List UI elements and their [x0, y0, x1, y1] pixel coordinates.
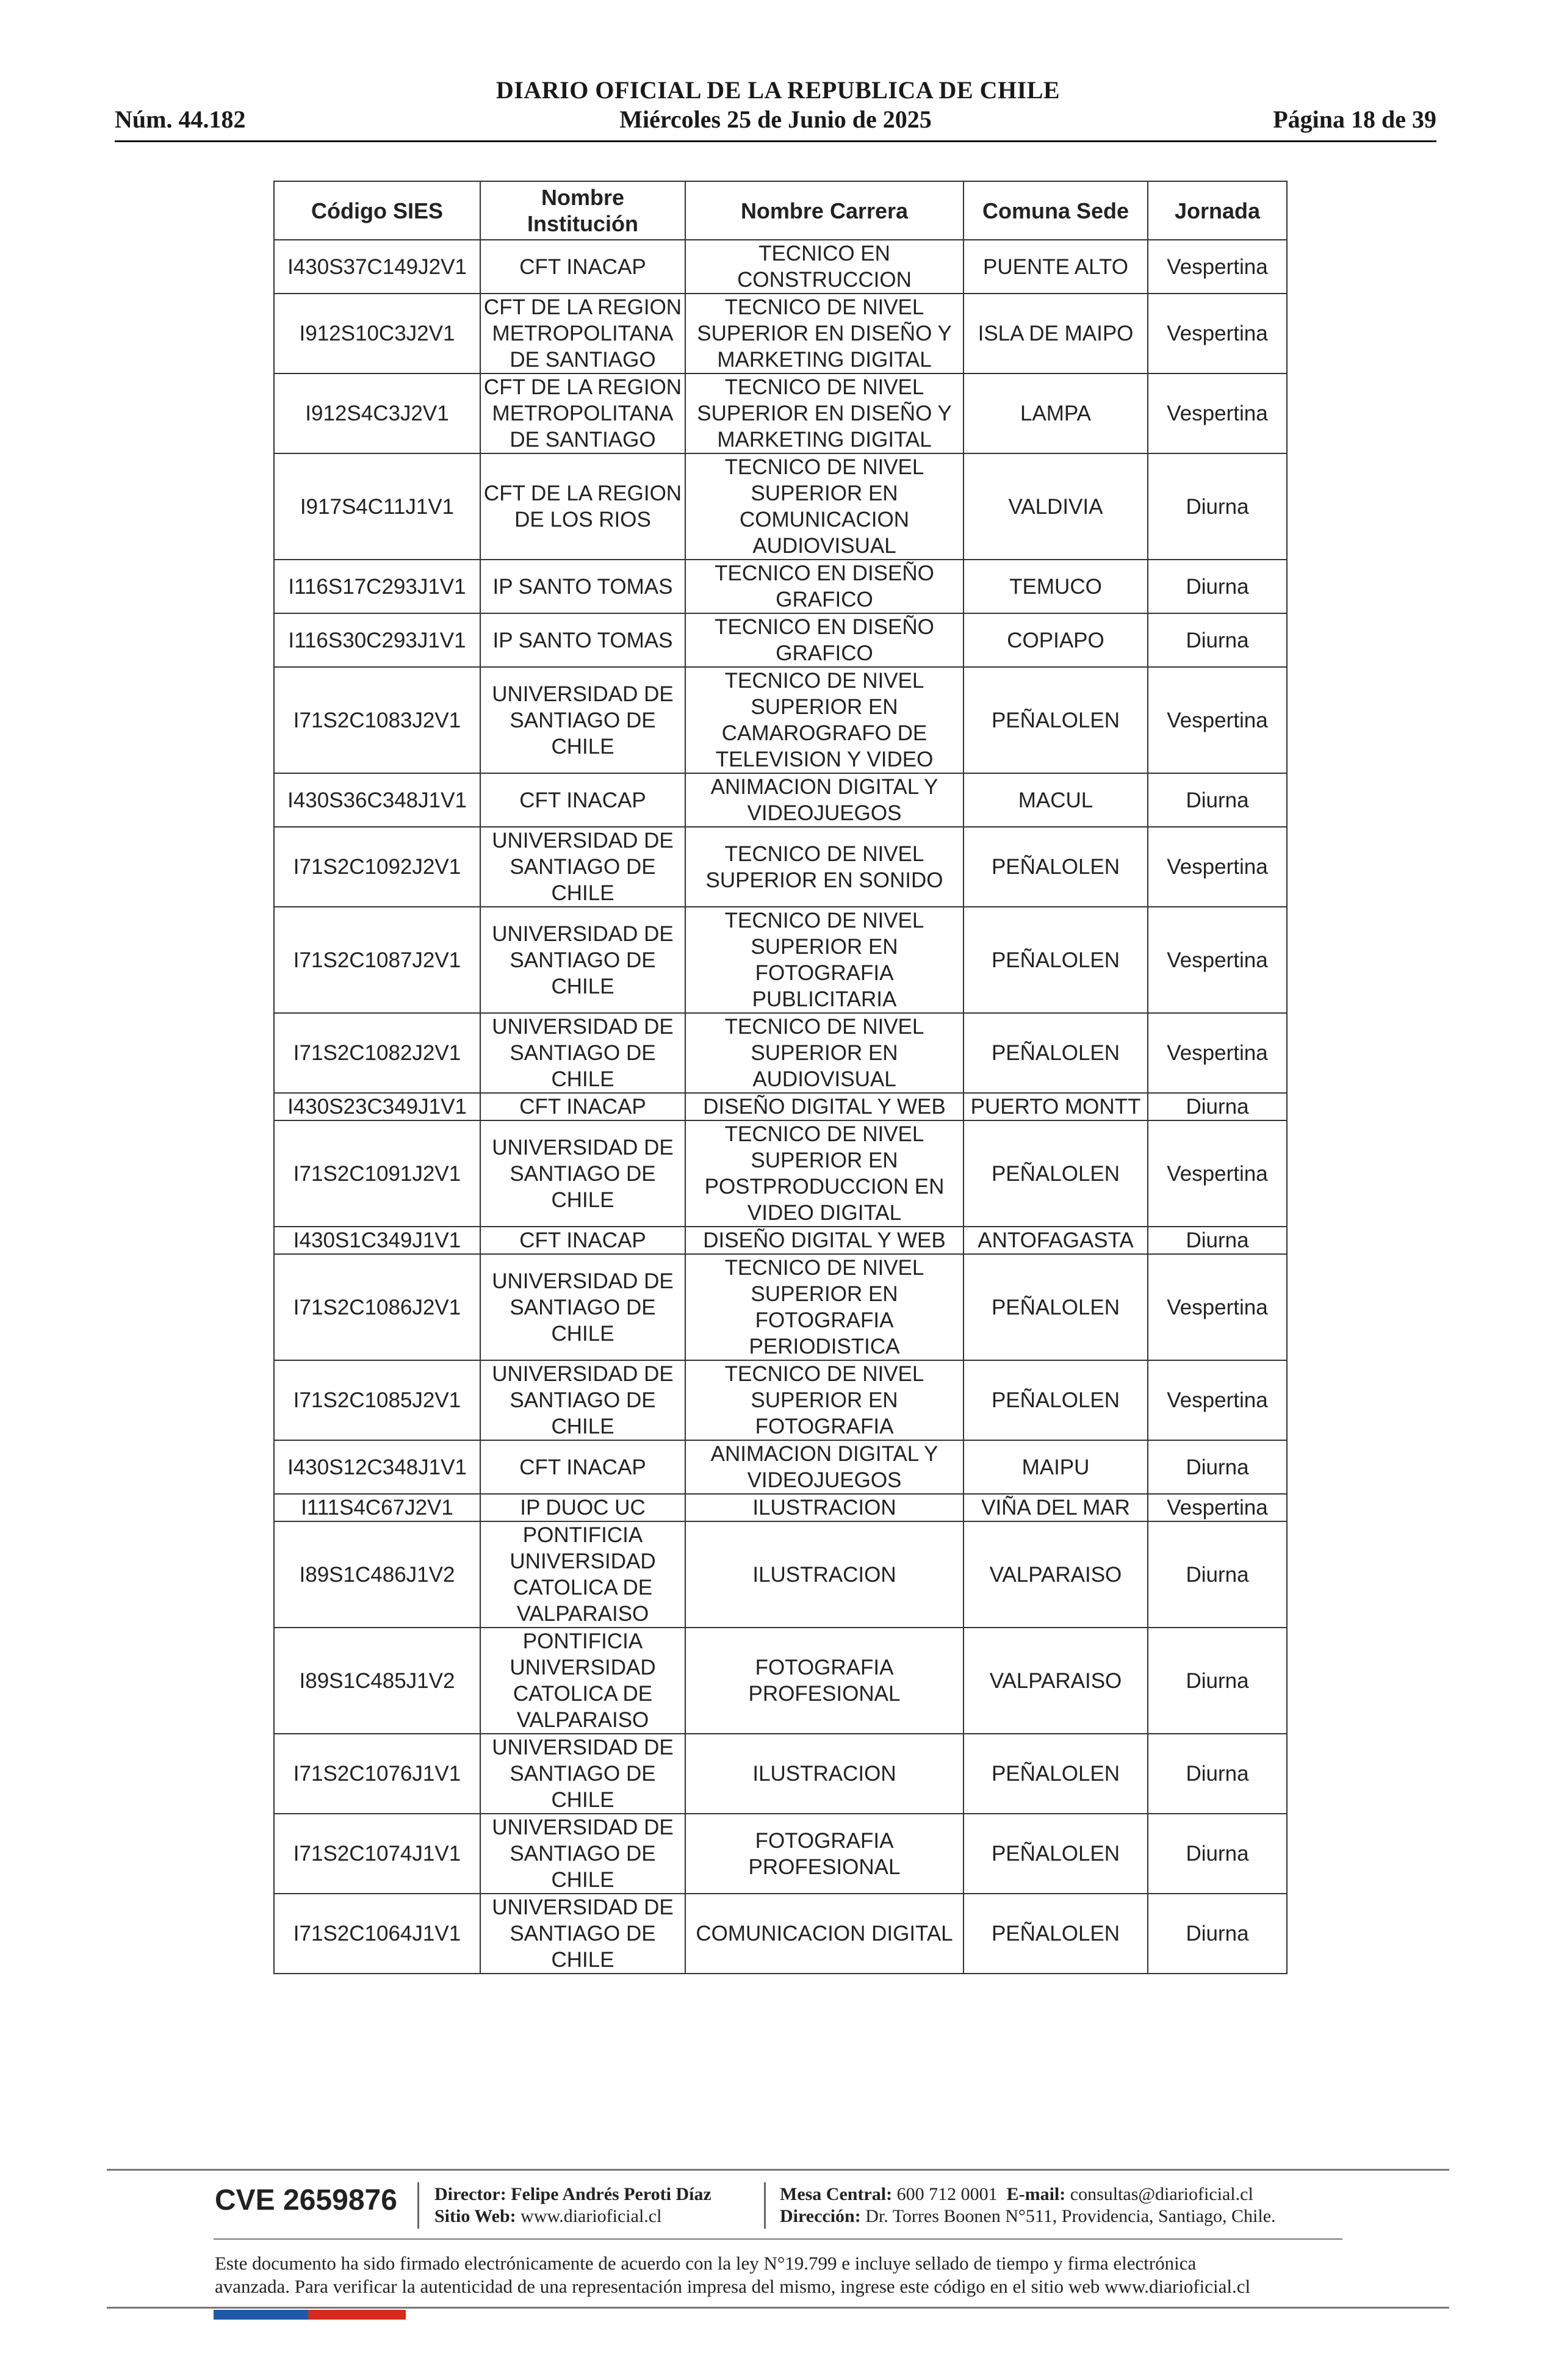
cell-institucion: UNIVERSIDAD DE SANTIAGO DE CHILE — [480, 1814, 685, 1894]
cell-institucion: UNIVERSIDAD DE SANTIAGO DE CHILE — [480, 667, 685, 773]
cell-institucion: IP SANTO TOMAS — [480, 613, 685, 667]
cell-codigo: I89S1C485J1V2 — [274, 1628, 480, 1734]
table-row — [274, 667, 1287, 773]
cell-comuna: ANTOFAGASTA — [963, 1227, 1148, 1254]
table-row — [274, 1628, 1287, 1734]
cell-institucion: CFT INACAP — [480, 240, 685, 294]
cell-comuna: VALPARAISO — [963, 1521, 1148, 1628]
cell-carrera: TECNICO DE NIVEL SUPERIOR EN FOTOGRAFIA PUBLICITARIA — [685, 907, 963, 1013]
cell-jornada: Diurna — [1148, 1814, 1287, 1894]
legal-line: avanzada. Para verificar la autenticidad de una representación impresa del mismo, ingrese este código en el sitio web www.diarioficial.cl — [215, 2276, 1251, 2297]
cell-institucion: CFT INACAP — [480, 1227, 685, 1254]
cell-codigo: I116S30C293J1V1 — [274, 613, 480, 667]
cell-institucion: CFT DE LA REGION METROPOLITANA DE SANTIAGO — [480, 373, 685, 453]
header-row — [115, 103, 1436, 137]
cell-jornada: Diurna — [1148, 1521, 1287, 1628]
cell-comuna: MACUL — [963, 773, 1148, 827]
cell-comuna: PEÑALOLEN — [963, 1120, 1148, 1227]
contact-block — [780, 2183, 1276, 2227]
cell-codigo: I912S4C3J2V1 — [274, 373, 480, 453]
cell-institucion: UNIVERSIDAD DE SANTIAGO DE CHILE — [480, 907, 685, 1013]
cell-carrera: TECNICO EN DISEÑO GRAFICO — [685, 560, 963, 613]
web-link[interactable]: www.diarioficial.cl — [520, 2206, 662, 2226]
cell-codigo: I71S2C1064J1V1 — [274, 1894, 480, 1974]
table-row — [274, 1360, 1287, 1440]
careers-table — [273, 181, 1288, 1974]
director-name: Felipe Andrés Peroti Díaz — [511, 2184, 711, 2204]
cell-codigo: I89S1C486J1V2 — [274, 1521, 480, 1628]
col-header-jornada: Jornada — [1148, 181, 1287, 240]
cell-codigo: I430S1C349J1V1 — [274, 1227, 480, 1254]
table-row — [274, 1254, 1287, 1360]
cell-jornada: Vespertina — [1148, 373, 1287, 453]
cell-carrera: TECNICO DE NIVEL SUPERIOR EN FOTOGRAFIA — [685, 1360, 963, 1440]
cell-comuna: PEÑALOLEN — [963, 1734, 1148, 1814]
cell-jornada: Vespertina — [1148, 667, 1287, 773]
cell-jornada: Diurna — [1148, 1894, 1287, 1974]
footer-divider-top — [107, 2169, 1449, 2171]
cell-carrera: TECNICO DE NIVEL SUPERIOR EN CAMAROGRAFO DE TELEVISION Y VIDEO — [685, 667, 963, 773]
cell-codigo: I111S4C67J2V1 — [274, 1494, 480, 1521]
table-row — [274, 240, 1287, 294]
header-divider — [115, 140, 1436, 142]
col-header-codigo: Código SIES — [274, 181, 480, 240]
cell-carrera: ANIMACION DIGITAL Y VIDEOJUEGOS — [685, 773, 963, 827]
cell-codigo: I71S2C1085J2V1 — [274, 1360, 480, 1440]
table-row — [274, 453, 1287, 560]
cell-institucion: UNIVERSIDAD DE SANTIAGO DE CHILE — [480, 1120, 685, 1227]
cell-carrera: TECNICO DE NIVEL SUPERIOR EN AUDIOVISUAL — [685, 1013, 963, 1093]
table-row — [274, 1120, 1287, 1227]
flag-stripe-blue — [214, 2310, 308, 2320]
cell-comuna: ISLA DE MAIPO — [963, 294, 1148, 373]
legal-line: Este documento ha sido firmado electrónicamente de acuerdo con la ley N°19.799 e incluye sellado de tiempo y firma electrónica — [215, 2252, 1197, 2274]
cell-codigo: I430S12C348J1V1 — [274, 1440, 480, 1494]
cell-jornada: Vespertina — [1148, 240, 1287, 294]
table-row — [274, 1440, 1287, 1494]
legal-notice — [215, 2252, 1374, 2298]
cell-jornada: Vespertina — [1148, 1360, 1287, 1440]
cell-codigo: I430S37C149J2V1 — [274, 240, 480, 294]
cell-jornada: Vespertina — [1148, 294, 1287, 373]
cell-carrera: TECNICO DE NIVEL SUPERIOR EN DISEÑO Y MARKETING DIGITAL — [685, 373, 963, 453]
web-label: Sitio Web: — [434, 2206, 516, 2226]
footer-divider-mid — [214, 2238, 1342, 2240]
cell-jornada: Diurna — [1148, 1093, 1287, 1120]
publication-date: Miércoles 25 de Junio de 2025 — [619, 106, 932, 133]
cell-comuna: MAIPU — [963, 1440, 1148, 1494]
table-row — [274, 560, 1287, 613]
cell-carrera: ILUSTRACION — [685, 1734, 963, 1814]
cell-jornada: Diurna — [1148, 1628, 1287, 1734]
table-row — [274, 1894, 1287, 1974]
cell-jornada: Diurna — [1148, 1227, 1287, 1254]
cell-comuna: PEÑALOLEN — [963, 827, 1148, 907]
cell-carrera: TECNICO DE NIVEL SUPERIOR EN POSTPRODUCCION EN VIDEO DIGITAL — [685, 1120, 963, 1227]
table-row — [274, 1227, 1287, 1254]
phone-value: 600 712 0001 — [896, 2184, 998, 2204]
email-label: E-mail: — [1006, 2184, 1066, 2204]
cell-carrera: TECNICO EN DISEÑO GRAFICO — [685, 613, 963, 667]
table-header-row — [274, 181, 1287, 240]
cell-codigo: I430S36C348J1V1 — [274, 773, 480, 827]
cell-codigo: I71S2C1074J1V1 — [274, 1814, 480, 1894]
cell-jornada: Vespertina — [1148, 827, 1287, 907]
cell-codigo: I71S2C1091J2V1 — [274, 1120, 480, 1227]
footer-separator — [417, 2182, 419, 2229]
cell-carrera: ILUSTRACION — [685, 1494, 963, 1521]
footer-separator — [764, 2182, 766, 2229]
cell-comuna: COPIAPO — [963, 613, 1148, 667]
table-row — [274, 1521, 1287, 1628]
cell-comuna: PUERTO MONTT — [963, 1093, 1148, 1120]
col-header-comuna: Comuna Sede — [963, 181, 1148, 240]
cell-carrera: DISEÑO DIGITAL Y WEB — [685, 1093, 963, 1120]
cell-jornada: Diurna — [1148, 1734, 1287, 1814]
cell-jornada: Diurna — [1148, 1440, 1287, 1494]
cell-comuna: PEÑALOLEN — [963, 907, 1148, 1013]
cell-institucion: UNIVERSIDAD DE SANTIAGO DE CHILE — [480, 827, 685, 907]
cell-codigo: I71S2C1087J2V1 — [274, 907, 480, 1013]
cell-carrera: FOTOGRAFIA PROFESIONAL — [685, 1814, 963, 1894]
cell-comuna: PEÑALOLEN — [963, 1254, 1148, 1360]
cell-codigo: I71S2C1092J2V1 — [274, 827, 480, 907]
cell-codigo: I430S23C349J1V1 — [274, 1093, 480, 1120]
cell-institucion: PONTIFICIA UNIVERSIDAD CATOLICA DE VALPARAISO — [480, 1628, 685, 1734]
cell-institucion: UNIVERSIDAD DE SANTIAGO DE CHILE — [480, 1254, 685, 1360]
cell-comuna: VIÑA DEL MAR — [963, 1494, 1148, 1521]
cell-codigo: I917S4C11J1V1 — [274, 453, 480, 560]
page-number: Página 18 de 39 — [1273, 106, 1436, 133]
email-link[interactable]: consultas@diarioficial.cl — [1070, 2184, 1253, 2204]
cell-comuna: PEÑALOLEN — [963, 1814, 1148, 1894]
cell-comuna: VALPARAISO — [963, 1628, 1148, 1734]
cell-institucion: IP SANTO TOMAS — [480, 560, 685, 613]
table-row — [274, 294, 1287, 373]
col-header-institucion: Nombre Institución — [480, 181, 685, 240]
cell-jornada: Diurna — [1148, 773, 1287, 827]
cell-comuna: LAMPA — [963, 373, 1148, 453]
address-value: Dr. Torres Boonen N°511, Providencia, Santiago, Chile. — [865, 2206, 1276, 2226]
cell-institucion: CFT INACAP — [480, 1093, 685, 1120]
table-row — [274, 827, 1287, 907]
cell-jornada: Vespertina — [1148, 1120, 1287, 1227]
cell-comuna: PUENTE ALTO — [963, 240, 1148, 294]
cell-carrera: DISEÑO DIGITAL Y WEB — [685, 1227, 963, 1254]
cell-jornada: Diurna — [1148, 453, 1287, 560]
cell-institucion: CFT DE LA REGION METROPOLITANA DE SANTIAGO — [480, 294, 685, 373]
cell-carrera: FOTOGRAFIA PROFESIONAL — [685, 1628, 963, 1734]
col-header-carrera: Nombre Carrera — [685, 181, 963, 240]
cell-carrera: TECNICO DE NIVEL SUPERIOR EN DISEÑO Y MARKETING DIGITAL — [685, 294, 963, 373]
cell-jornada: Vespertina — [1148, 1494, 1287, 1521]
publication-title: DIARIO OFICIAL DE LA REPUBLICA DE CHILE — [495, 76, 1061, 104]
cell-carrera: TECNICO EN CONSTRUCCION — [685, 240, 963, 294]
cell-institucion: CFT INACAP — [480, 773, 685, 827]
cell-carrera: ILUSTRACION — [685, 1521, 963, 1628]
cell-comuna: PEÑALOLEN — [963, 1360, 1148, 1440]
cell-comuna: PEÑALOLEN — [963, 667, 1148, 773]
cell-institucion: UNIVERSIDAD DE SANTIAGO DE CHILE — [480, 1894, 685, 1974]
cell-jornada: Diurna — [1148, 613, 1287, 667]
cell-carrera: TECNICO DE NIVEL SUPERIOR EN FOTOGRAFIA PERIODISTICA — [685, 1254, 963, 1360]
cell-codigo: I71S2C1086J2V1 — [274, 1254, 480, 1360]
cell-institucion: CFT DE LA REGION DE LOS RIOS — [480, 453, 685, 560]
director-label: Director: — [434, 2184, 506, 2204]
address-label: Dirección: — [780, 2206, 861, 2226]
flag-stripe-red — [308, 2310, 406, 2320]
cell-jornada: Vespertina — [1148, 1013, 1287, 1093]
cell-codigo: I71S2C1076J1V1 — [274, 1734, 480, 1814]
cell-comuna: PEÑALOLEN — [963, 1013, 1148, 1093]
cell-carrera: COMUNICACION DIGITAL — [685, 1894, 963, 1974]
cell-institucion: IP DUOC UC — [480, 1494, 685, 1521]
cell-institucion: PONTIFICIA UNIVERSIDAD CATOLICA DE VALPARAISO — [480, 1521, 685, 1628]
table-row — [274, 773, 1287, 827]
table-row — [274, 1093, 1287, 1120]
cell-jornada: Vespertina — [1148, 1254, 1287, 1360]
cell-carrera: TECNICO DE NIVEL SUPERIOR EN COMUNICACION AUDIOVISUAL — [685, 453, 963, 560]
cell-comuna: PEÑALOLEN — [963, 1894, 1148, 1974]
cve-code: CVE 2659876 — [215, 2184, 397, 2216]
cell-institucion: UNIVERSIDAD DE SANTIAGO DE CHILE — [480, 1360, 685, 1440]
cell-carrera: ANIMACION DIGITAL Y VIDEOJUEGOS — [685, 1440, 963, 1494]
table-row — [274, 613, 1287, 667]
table-row — [274, 1814, 1287, 1894]
cell-codigo: I912S10C3J2V1 — [274, 294, 480, 373]
cell-institucion: CFT INACAP — [480, 1440, 685, 1494]
cell-codigo: I71S2C1083J2V1 — [274, 667, 480, 773]
issue-number: Núm. 44.182 — [115, 106, 246, 133]
cell-jornada: Diurna — [1148, 560, 1287, 613]
cell-codigo: I71S2C1082J2V1 — [274, 1013, 480, 1093]
table-row — [274, 907, 1287, 1013]
table-row — [274, 1734, 1287, 1814]
director-block — [434, 2183, 711, 2227]
cell-comuna: TEMUCO — [963, 560, 1148, 613]
cell-carrera: TECNICO DE NIVEL SUPERIOR EN SONIDO — [685, 827, 963, 907]
cell-codigo: I116S17C293J1V1 — [274, 560, 480, 613]
table-row — [274, 1013, 1287, 1093]
cell-jornada: Vespertina — [1148, 907, 1287, 1013]
cell-institucion: UNIVERSIDAD DE SANTIAGO DE CHILE — [480, 1013, 685, 1093]
table-row — [274, 373, 1287, 453]
cell-institucion: UNIVERSIDAD DE SANTIAGO DE CHILE — [480, 1734, 685, 1814]
table-row — [274, 1494, 1287, 1521]
footer-divider-bottom — [107, 2307, 1449, 2309]
phone-label: Mesa Central: — [780, 2184, 893, 2204]
cell-comuna: VALDIVIA — [963, 453, 1148, 560]
